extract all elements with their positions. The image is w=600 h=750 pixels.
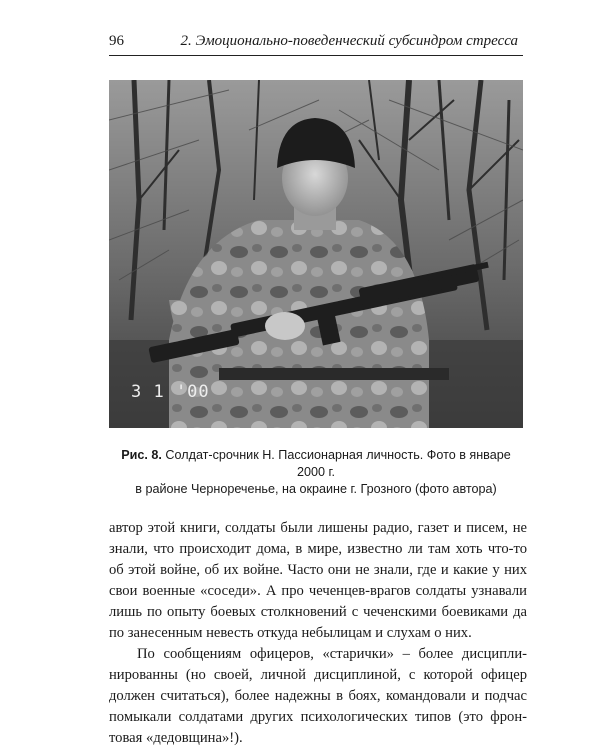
page-number: 96 — [109, 33, 124, 49]
paragraph-2 — [109, 644, 527, 749]
caption-label: Рис. 8. — [121, 448, 162, 462]
text-line: нированны (но своей, личной дисциплиной, с которой офицер — [109, 667, 527, 683]
running-head: 2. Эмоционально-поведенческий субсиндром стресса — [180, 33, 518, 49]
text-line: свои военные «соседи». А про чеченцев-врагов солдаты узнавали — [109, 583, 527, 599]
text-line: об этой войне, об их войне. Часто они не знали, где и какие у них — [109, 562, 527, 578]
text-line: По сообщениям офицеров, «старички» – более дисципли- — [137, 646, 527, 662]
text-line: товая «дедовщина»!). — [109, 730, 243, 746]
caption-line-2: в районе Чернореченье, на окраине г. Грозного (фото автора) — [135, 482, 497, 496]
header-rule — [109, 55, 523, 56]
body-text — [109, 518, 527, 749]
text-line: автор этой книги, солдаты были лишены радио, газет и писем, не — [109, 520, 527, 536]
paragraph-1 — [109, 518, 527, 644]
text-line: по занесенным невесть откуда небылицам и слухам о них. — [109, 625, 472, 641]
text-line: должен считаться), более надежны в боях, командовали и подчас — [109, 688, 527, 704]
figure-caption — [109, 447, 523, 498]
text-line: помыкали солдатами других психологических типов (это фрон- — [109, 709, 527, 725]
caption-line-1: Солдат-срочник Н. Пассионарная личность. Фото в январе 2000 г. — [165, 448, 511, 479]
soldier-hand — [265, 312, 305, 340]
text-line: лишь по опыту боевых столкновений с чеченскими боевиками да — [109, 604, 527, 620]
photo-date-stamp: 3 1 '00 — [131, 382, 210, 402]
soldier-belt — [219, 368, 449, 380]
photo-soldier — [109, 80, 523, 428]
text-line: знали, что происходит дома, в мире, известно ли там хоть что-то — [109, 541, 527, 557]
